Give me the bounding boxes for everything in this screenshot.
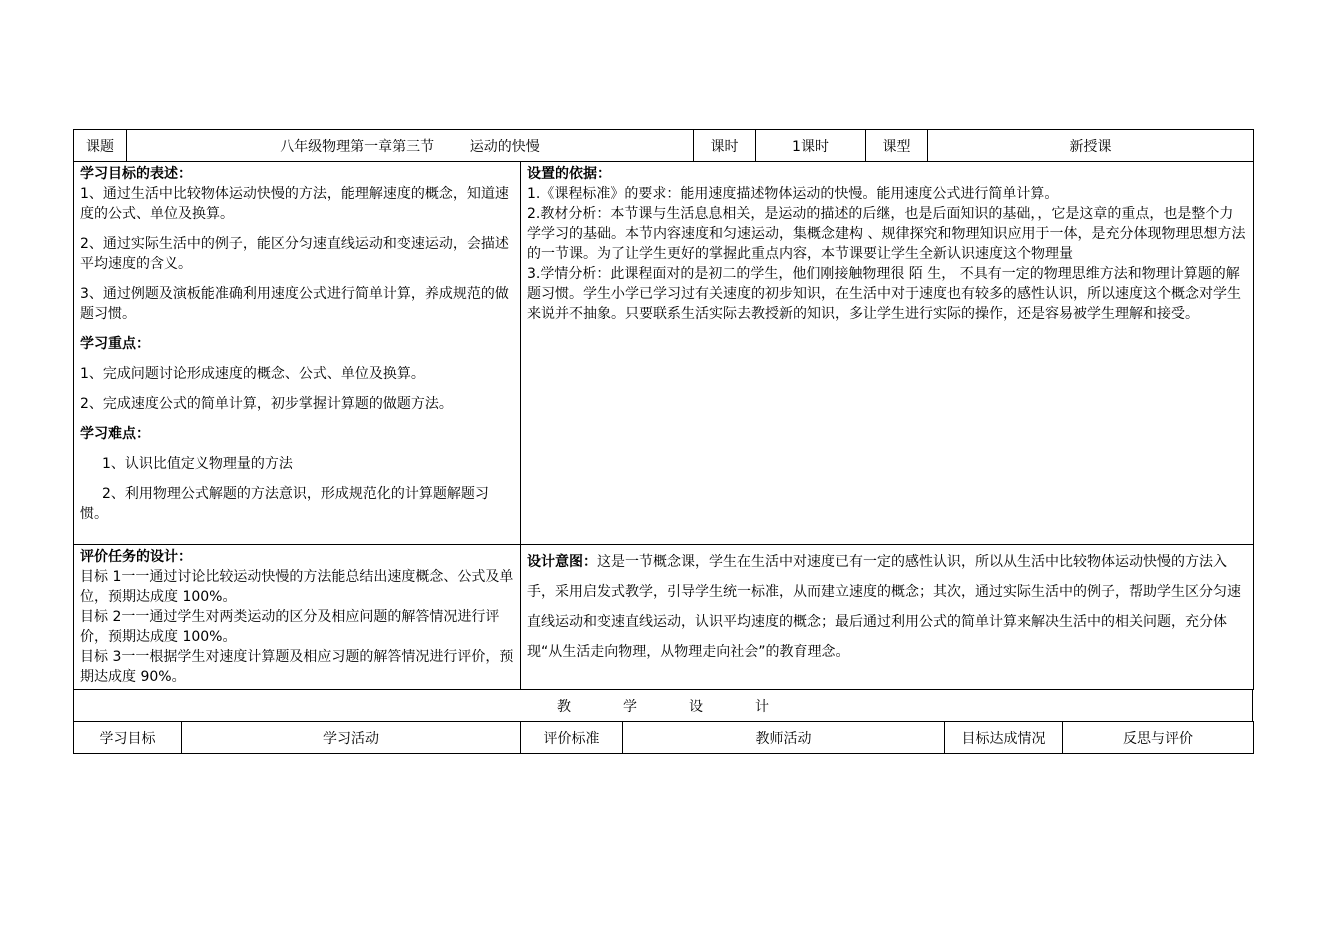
lesson-plan-table — [73, 129, 1253, 754]
objective-item: 2、通过实际生活中的例子，能区分匀速直线运动和变速运动，会描述平均速度的含义。 — [80, 236, 509, 272]
objectives-heading: 学习目标的表述： — [80, 166, 192, 182]
design-band-table — [73, 689, 1253, 722]
basis-item: 3.学情分析：此课程面对的是初二的学生，他们刚接触物理很 陌 生， 不具有一定的物理思维方法和物理计算题的解题习惯。学生小学已学习过有关速度的初步知识，在生活中对于速度也有较多的感性认识，所以速度这个概念对学生来说并不抽象。只要联系生活实际去教授新的知识，多让学生进行实际的操作，还是容易被学生理解和接受。 — [527, 266, 1241, 322]
column-header-teacher: 教师活动 — [623, 722, 945, 754]
objective-item: 3、通过例题及演板能准确利用速度公式进行简单计算，养成规范的做题习惯。 — [80, 286, 509, 322]
columns-table — [73, 721, 1254, 754]
design-band-title — [74, 690, 1253, 722]
header-table — [73, 129, 1254, 162]
difficult-points-heading: 学习难点： — [80, 426, 150, 442]
key-points-heading: 学习重点： — [80, 336, 150, 352]
column-header-activity: 学习活动 — [182, 722, 521, 754]
intent-cell — [521, 545, 1253, 669]
key-point-item: 1、完成问题讨论形成速度的概念、公式、单位及换算。 — [80, 366, 425, 382]
evaluation-item: 目标 3一一根据学生对速度计算题及相应习题的解答情况进行评价，预期达成度 90%。 — [80, 649, 514, 685]
type-label: 课型 — [866, 130, 928, 162]
topic-value: 八年级物理第一章第三节 运动的快慢 — [127, 130, 694, 162]
intent-heading: 设计意图： — [527, 554, 597, 570]
column-header-objective: 学习目标 — [74, 722, 182, 754]
period-value: 1课时 — [756, 130, 866, 162]
evaluation-item: 目标 1一一通过讨论比较运动快慢的方法能总结出速度概念、公式及单位，预期达成度 100%。 — [80, 569, 514, 605]
objective-item: 1、通过生活中比较物体运动快慢的方法，能理解速度的概念，知道速度的公式、单位及换算。 — [80, 186, 509, 222]
band-char: 学 — [623, 698, 637, 715]
column-header-criteria: 评价标准 — [521, 722, 623, 754]
basis-item: 2.教材分析：本节课与生活息息相关，是运动的描述的后继，也是后面知识的基础，，它是这章的重点，也是整个力学学习的基础。本节内容速度和匀速运动，集概念建构 、规律探究和物理知识应用于一体，是充分体现物理思想方法的一节课。为了让学生更好的掌握此重点内容，本节课要让学生全新认识速度这个物理量 — [527, 206, 1246, 262]
basis-cell — [521, 162, 1253, 326]
basis-item: 1.《课程标准》的要求：能用速度描述物体运动的快慢。能用速度公式进行简单计算。 — [527, 186, 1059, 202]
band-char: 设 — [689, 698, 703, 715]
evaluation-item: 目标 2一一通过学生对两类运动的区分及相应问题的解答情况进行评价，预期达成度 100%。 — [80, 609, 500, 645]
period-label: 课时 — [694, 130, 756, 162]
objectives-table — [73, 161, 1254, 690]
evaluation-heading: 评价任务的设计： — [80, 549, 192, 565]
difficult-point-item: 1、认识比值定义物理量的方法 — [102, 456, 293, 472]
basis-heading: 设置的依据： — [527, 166, 611, 182]
evaluation-cell — [74, 545, 520, 689]
column-header-achievement: 目标达成情况 — [945, 722, 1063, 754]
band-char: 教 — [557, 698, 571, 715]
column-header-reflection: 反思与评价 — [1063, 722, 1254, 754]
topic-label: 课题 — [74, 130, 127, 162]
band-char: 计 — [755, 698, 769, 715]
objectives-cell — [74, 162, 520, 526]
type-value: 新授课 — [928, 130, 1254, 162]
difficult-point-item: 2、利用物理公式解题的方法意识，形成规范化的计算题解题习惯。 — [80, 486, 489, 522]
intent-text: 这是一节概念课，学生在生活中对速度已有一定的感性认识，所以从生活中比较物体运动快慢的方法入手，采用启发式教学，引导学生统一标准，从而建立速度的概念；其次，通过实际生活中的例子，帮助学生区分匀速直线运动和变速直线运动，认识平均速度的概念；最后通过利用公式的简单计算来解决生活中的相关问题，充分体现“从生活走向物理，从物理走向社会”的教育理念。 — [527, 554, 1241, 660]
key-point-item: 2、完成速度公式的简单计算，初步掌握计算题的做题方法。 — [80, 396, 453, 412]
